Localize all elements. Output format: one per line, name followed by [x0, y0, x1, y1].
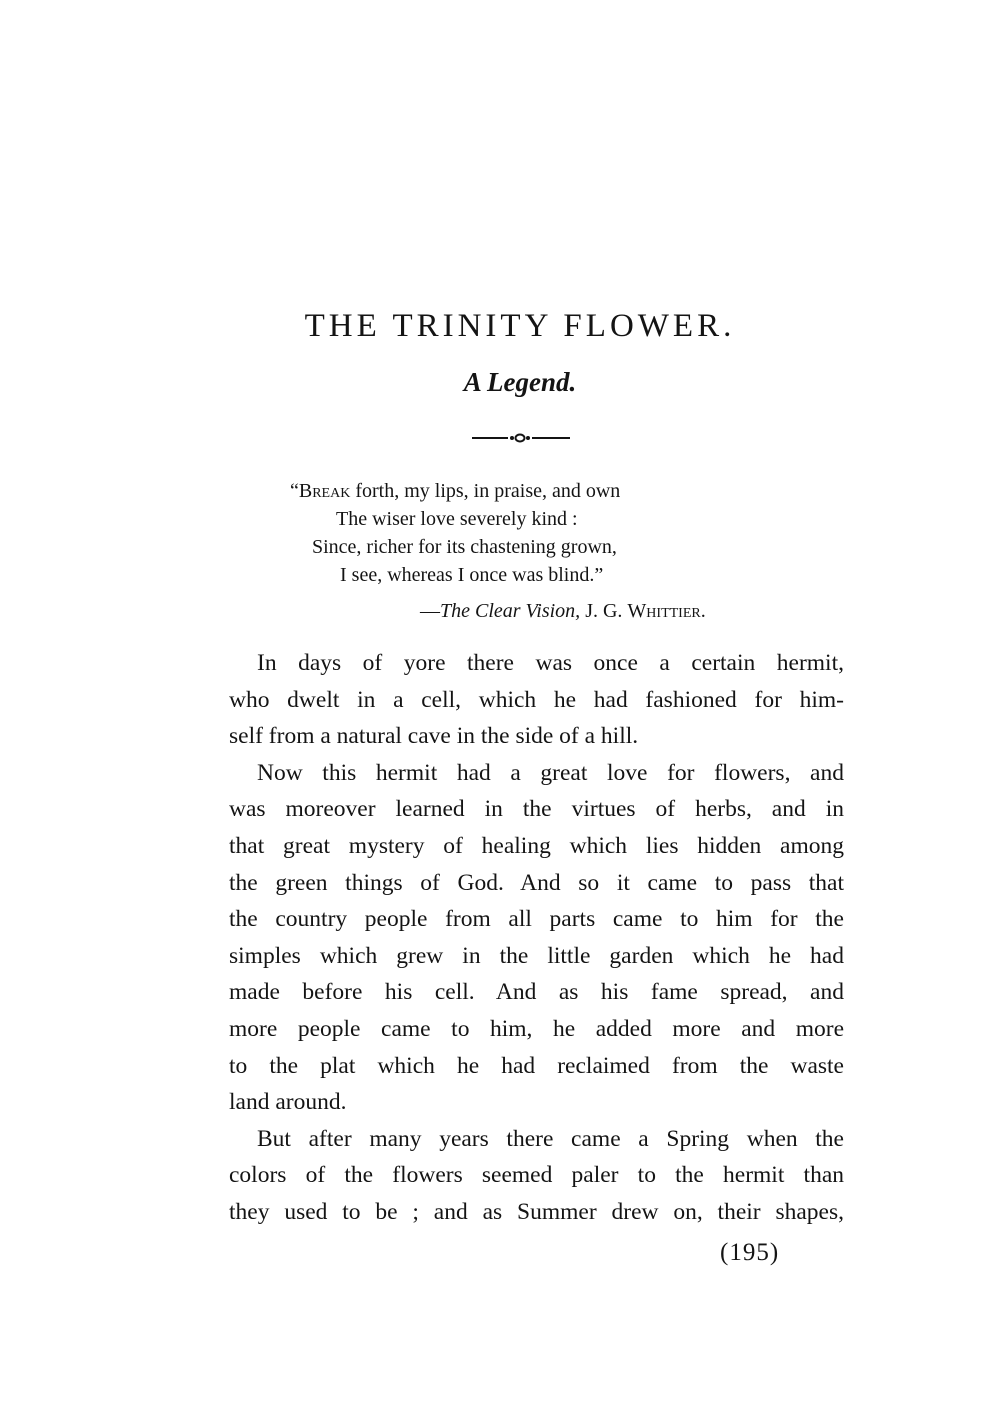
text-line: the green things of God. And so it came to pass that: [229, 869, 844, 896]
epigraph-attribution: [420, 597, 840, 625]
epigraph-smallcaps: reak: [312, 480, 351, 502]
chapter-subtitle: A Legend.: [463, 367, 577, 397]
text-line: colors of the flowers seemed paler to the hermit than: [229, 1162, 844, 1189]
text-line: land around.: [229, 1089, 347, 1116]
page-number: (195): [720, 1239, 780, 1266]
epigraph-line-rest: forth, my lips, in praise, and own: [350, 480, 621, 502]
body-text: [201, 645, 844, 1231]
attribution-author-initials: J. G.: [580, 600, 628, 622]
paragraph-2: [201, 755, 844, 1121]
attribution-dash: —: [420, 600, 440, 622]
text-line: In days of yore there was once a certain hermit,: [257, 650, 844, 676]
text-line: to the plat which he had reclaimed from the waste: [229, 1052, 844, 1079]
text-line: they used to be ; and as Summer drew on, their shapes,: [229, 1198, 844, 1225]
attribution-work: The Clear Vision,: [440, 600, 581, 622]
text-line: more people came to him, he added more and more: [229, 1015, 844, 1042]
epigraph-line: Since, richer for its chastening grown,: [312, 536, 617, 558]
attribution-author-name: Whittier.: [627, 600, 706, 622]
text-line: who dwelt in a cell, which he had fashioned for him-: [229, 686, 844, 713]
text-line: But after many years there came a Spring when the: [257, 1125, 844, 1152]
text-line: was moreover learned in the virtues of herbs, and in: [229, 796, 844, 823]
text-line: simples which grew in the little garden which he had: [229, 942, 844, 969]
epigraph-line: I see, whereas I once was blind.”: [340, 564, 604, 586]
text-line: self from a natural cave in the side of a hill.: [229, 723, 639, 750]
text-line: Now this hermit had a great love for flowers, and: [257, 759, 844, 786]
chapter-title: THE TRINITY FLOWER.: [304, 308, 736, 344]
text-line: made before his cell. And as his fame spread, and: [229, 979, 844, 1006]
epigraph-line: The wiser love severely kind :: [336, 508, 578, 530]
paragraph-1: [201, 645, 844, 755]
epigraph-line: [290, 477, 850, 505]
epigraph: [290, 477, 850, 589]
ornament-rule-icon: [472, 430, 570, 446]
text-line: that great mystery of healing which lies hidden among: [229, 832, 844, 859]
text-line: the country people from all parts came to him for the: [229, 906, 844, 933]
epigraph-initial: “B: [290, 480, 313, 502]
paragraph-3: [201, 1121, 844, 1231]
